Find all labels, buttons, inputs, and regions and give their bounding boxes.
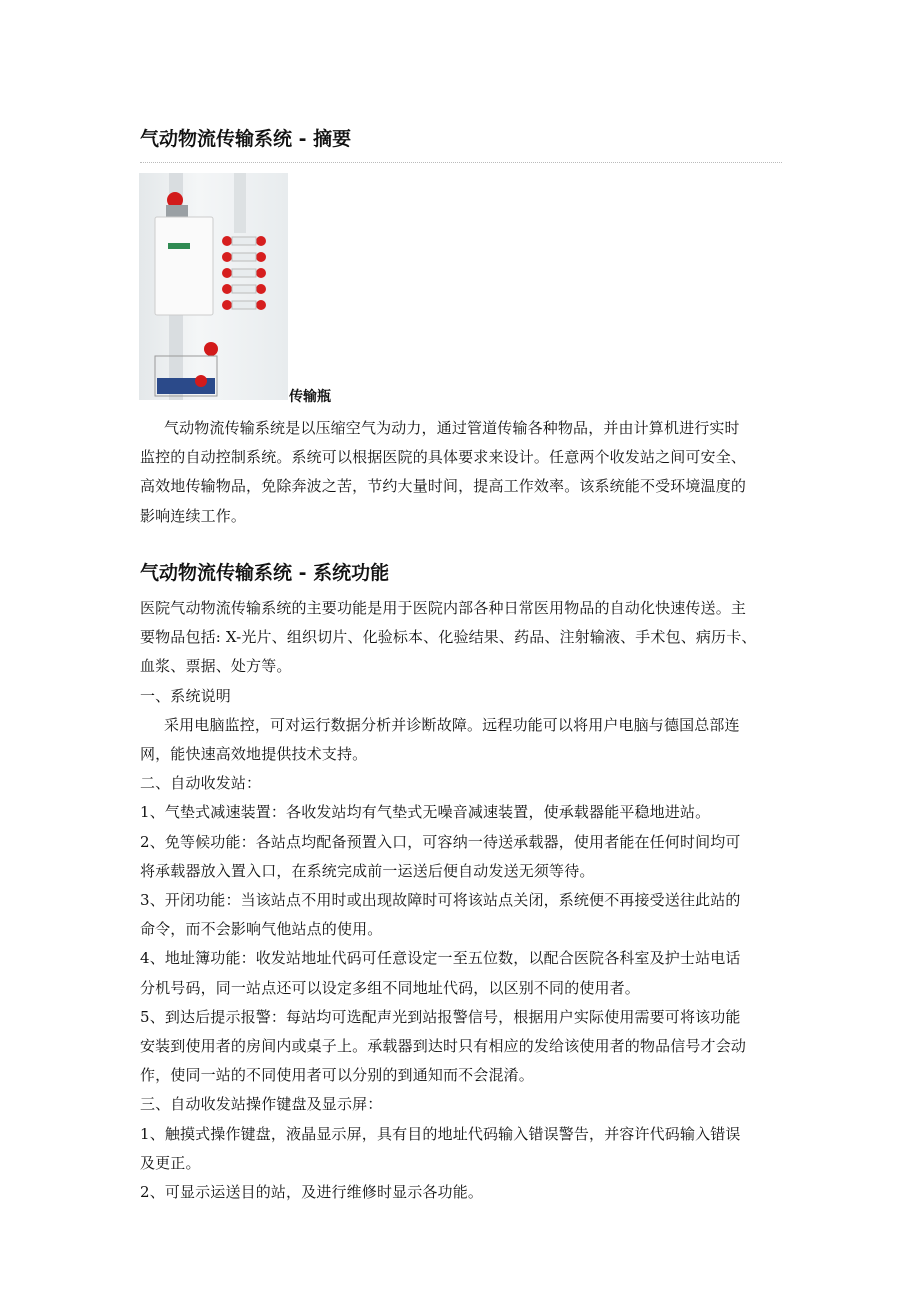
body-line: 将承载器放入置入口，在系统完成前一运送后便自动发送无须等待。 [140, 861, 595, 880]
body-line: 作，使同一站的不同使用者可以分别的到通知而不会混淆。 [140, 1066, 534, 1085]
transport-bottle-photo [139, 173, 288, 400]
body-line: 5、到达后提示报警：每站均可选配声光到站报警信号，根据用户实际使用需要可将该功能 [140, 1007, 741, 1026]
body-line: 命令，而不会影响气他站点的使用。 [140, 920, 383, 939]
body-line: 3、开闭功能：当该站点不用时或出现故障时可将该站点关闭，系统便不再接受送往此站的 [140, 891, 741, 910]
body-line: 1、触摸式操作键盘，液晶显示屏，具有目的地址代码输入错误警告，并容许代码输入错误 [140, 1124, 741, 1143]
body-line: 医院气动物流传输系统的主要功能是用于医院内部各种日常医用物品的自动化快速传送。主 [140, 599, 747, 617]
body-line: 二、自动收发站： [140, 774, 262, 793]
body-line: 血浆、票据、处方等。 [140, 657, 292, 676]
body-line: 2、免等候功能：各站点均配备预置入口，可容纳一待送承载器，使用者能在任何时间均可 [140, 832, 741, 851]
body-line: 网，能快速高效地提供技术支持。 [140, 745, 368, 764]
image-caption: 传输瓶 [289, 389, 331, 405]
paragraph-line: 高效地传输物品，免除奔波之苦，节约大量时间，提高工作效率。该系统能不受环境温度的 [140, 477, 747, 496]
section-title-summary: 气动物流传输系统 - 摘要 [140, 128, 352, 150]
paragraph-line: 气动物流传输系统是以压缩空气为动力，通过管道传输各种物品，并由计算机进行实时 [164, 419, 740, 437]
paragraph-line: 影响连续工作。 [140, 506, 247, 525]
summary-paragraph [140, 414, 800, 531]
pneumatic-station-illustration [139, 173, 288, 400]
body-line: 1、气垫式减速装置：各收发站均有气垫式无噪音减速装置，使承载器能平稳地进站。 [140, 803, 711, 822]
body-line: 4、地址簿功能：收发站地址代码可任意设定一至五位数，以配合医院各科室及护士站电话 [140, 949, 741, 968]
body-line: 一、系统说明 [140, 686, 231, 705]
body-line: 安装到使用者的房间内或桌子上。承载器到达时只有相应的发给该使用者的物品信号才会动 [140, 1037, 747, 1056]
body-line: 分机号码，同一站点还可以设定多组不同地址代码，以区别不同的使用者。 [140, 978, 640, 997]
functions-body [140, 594, 800, 1207]
section-title-functions: 气动物流传输系统 - 系统功能 [140, 562, 390, 584]
body-line: 2、可显示运送目的站，及进行维修时显示各功能。 [140, 1183, 483, 1202]
body-line: 要物品包括: X-光片、组织切片、化验标本、化验结果、药品、注射输液、手术包、病历卡、 [140, 628, 757, 647]
body-line: 及更正。 [140, 1153, 201, 1172]
body-line: 三、自动收发站操作键盘及显示屏： [140, 1095, 383, 1114]
title-divider [140, 162, 782, 163]
body-line: 采用电脑监控，可对运行数据分析并诊断故障。远程功能可以将用户电脑与德国总部连 [164, 715, 740, 734]
paragraph-line: 监控的自动控制系统。系统可以根据医院的具体要求来设计。任意两个收发站之间可安全、 [140, 448, 747, 467]
